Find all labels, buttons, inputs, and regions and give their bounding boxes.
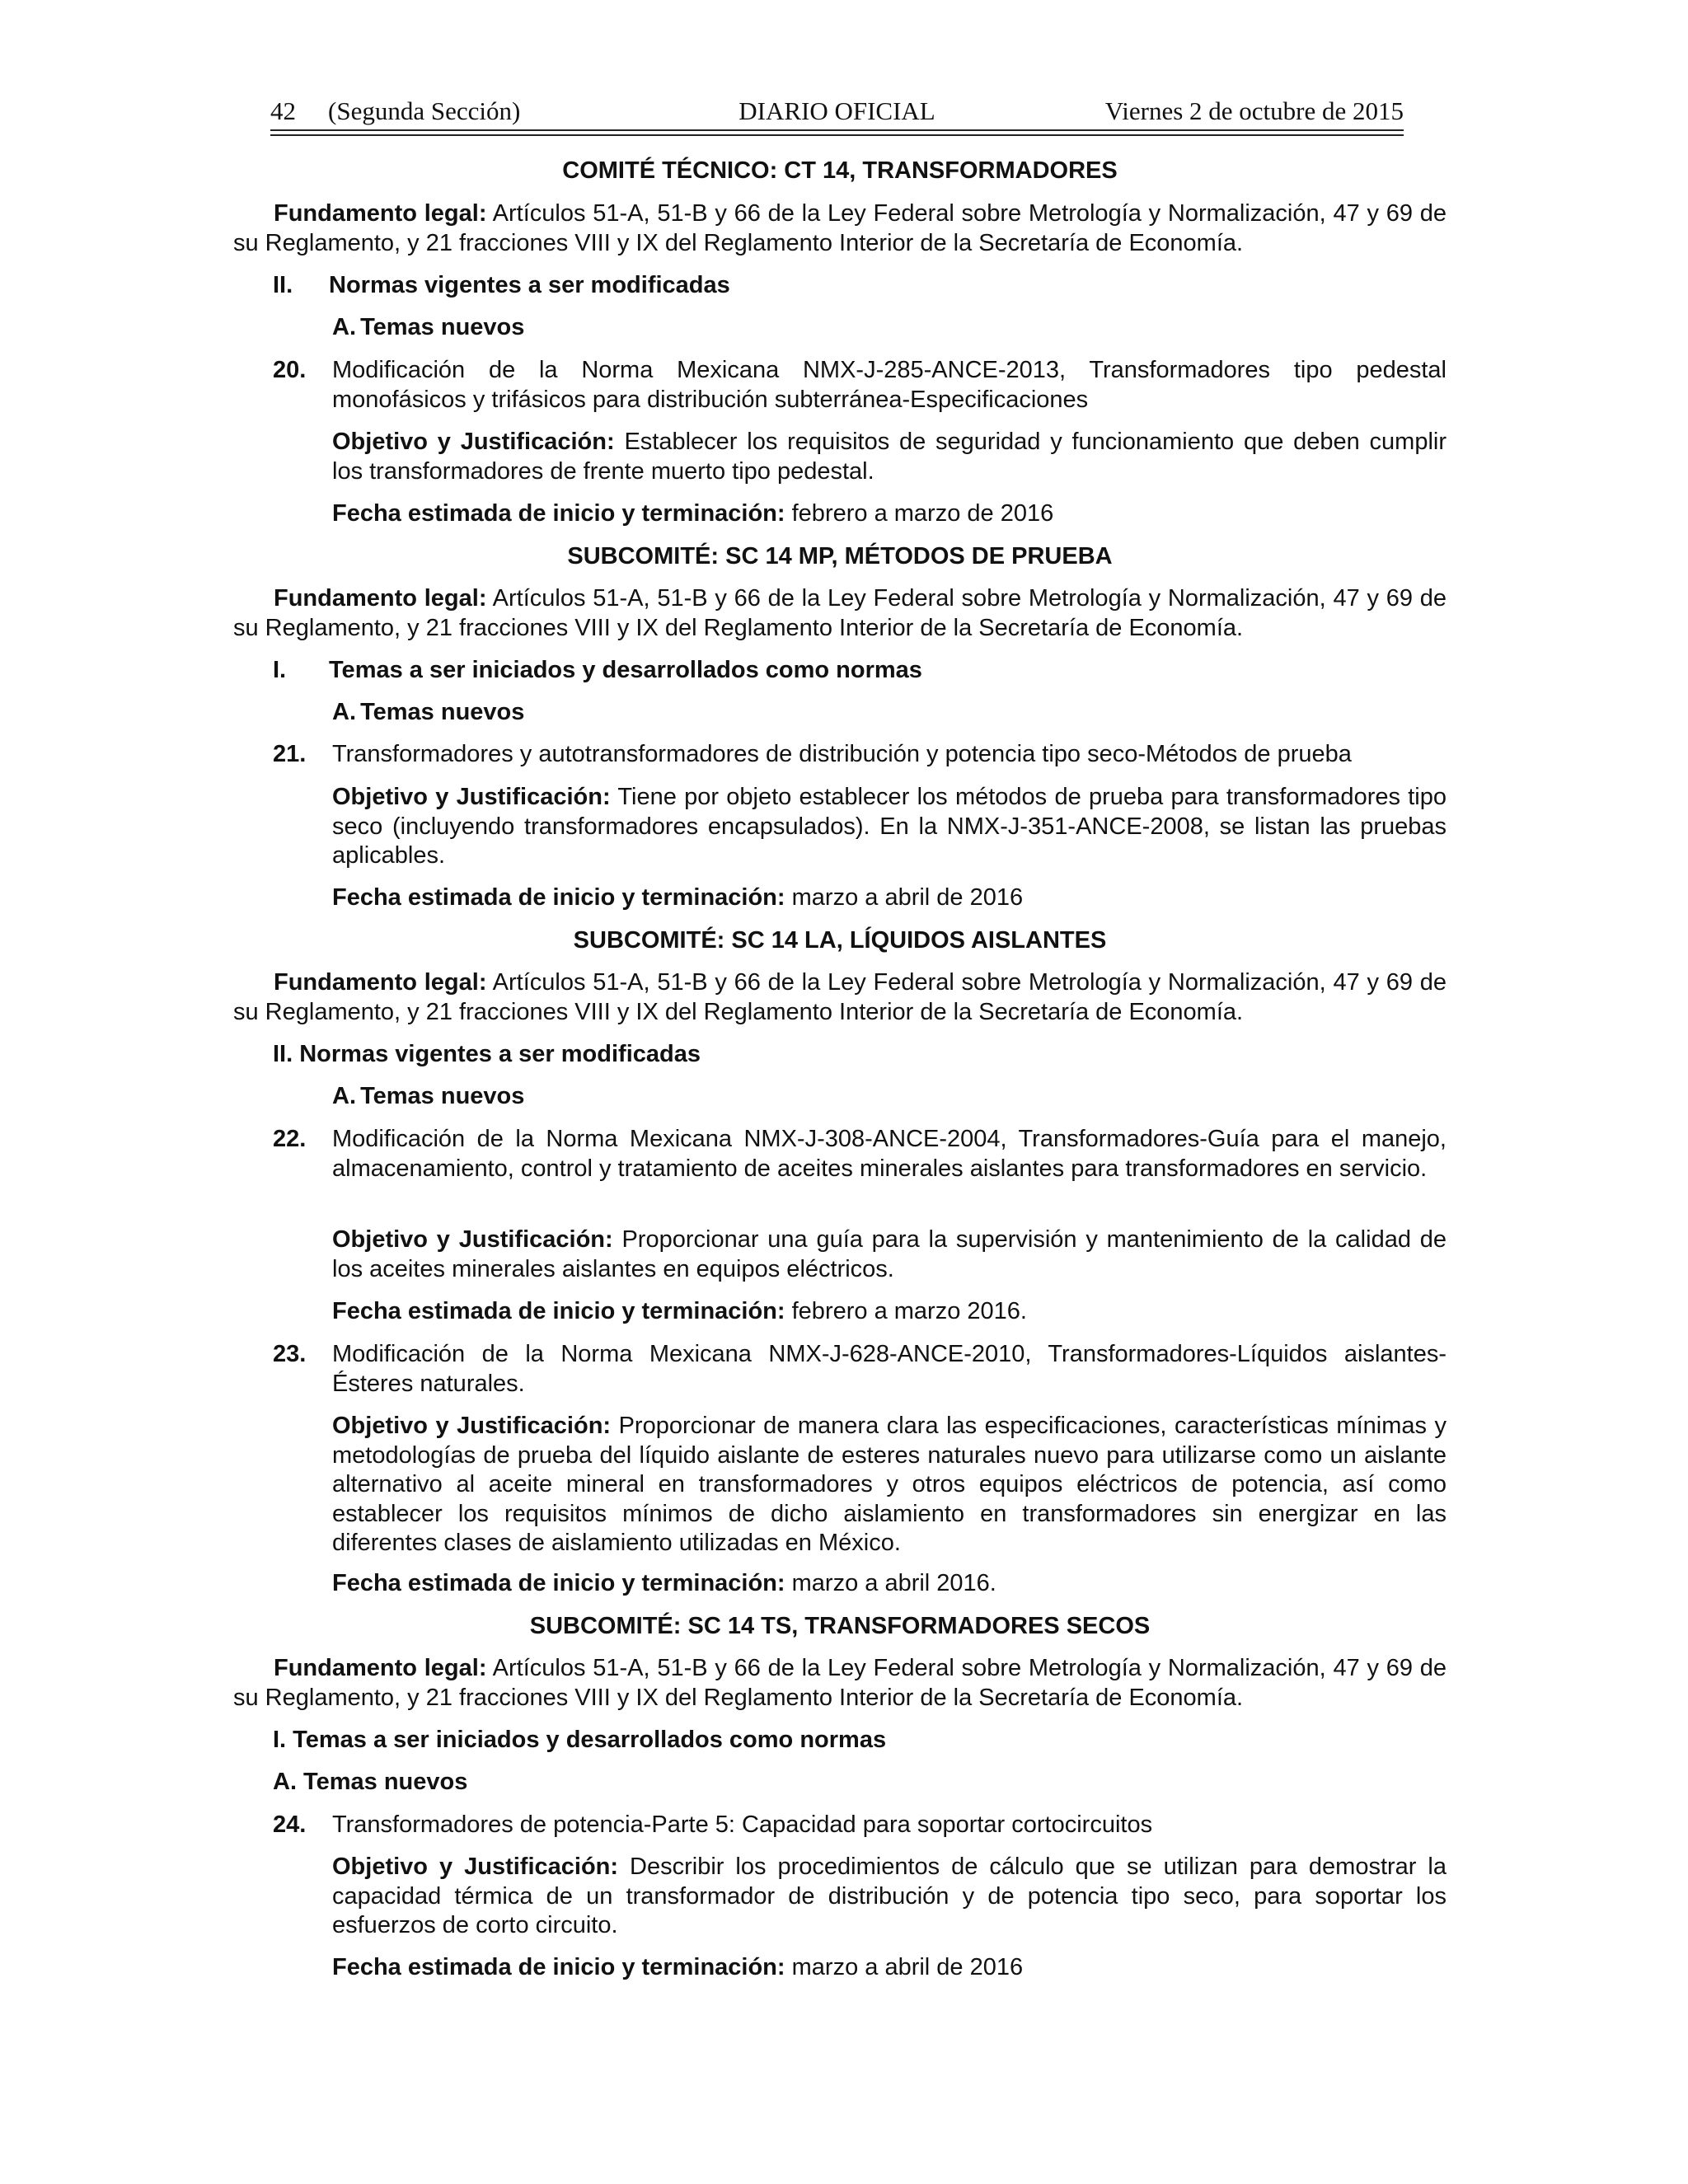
fecha-text: febrero a marzo de 2016: [791, 500, 1054, 527]
section-roman: I.: [273, 657, 287, 683]
item-21-fecha: [332, 883, 1447, 913]
committee-section-heading: [273, 271, 1447, 301]
fecha-label: Fecha estimada de inicio y terminación:: [332, 1954, 785, 1980]
item-number-20: 20.: [273, 357, 307, 383]
item-20-title: Modificación de la Norma Mexicana NMX-J-285-ANCE-2013, Transformadores tipo pedestal monofásicos y trifásicos para distribución subterránea-Especificaciones: [332, 357, 1447, 413]
section-title: Normas vigentes a ser modificadas: [329, 272, 730, 298]
fundamento-text: Artículos 51-A, 51-B y 66 de la Ley Federal sobre Metrología y Normalización, 47 y 69 de su Reglamento, y 21 fracciones VIII y IX del Reglamento Interior de la Secretaría de Economía.: [233, 585, 1447, 641]
item-22-title: Modificación de la Norma Mexicana NMX-J-308-ANCE-2004, Transformadores-Guía para el manejo, almacenamiento, control y tratamiento de aceites minerales aislantes para transformadores en servicio.: [332, 1126, 1447, 1182]
publication-name: DIARIO OFICIAL: [738, 96, 935, 125]
sc-mp-subheading: [332, 698, 1447, 728]
section-title: Temas a ser iniciados y desarrollados como normas: [329, 657, 922, 683]
fecha-text: marzo a abril 2016.: [791, 1570, 996, 1596]
sc-la-subheading: [332, 1082, 1447, 1112]
fundamento-label: Fundamento legal:: [274, 200, 487, 227]
committee-fundamento: [233, 199, 1447, 258]
sc-ts-fundamento: [233, 1654, 1447, 1713]
sc-mp-heading: SUBCOMITÉ: SC 14 MP, MÉTODOS DE PRUEBA: [567, 543, 1113, 569]
item-23-fecha: [332, 1569, 1447, 1599]
fecha-label: Fecha estimada de inicio y terminación:: [332, 884, 785, 911]
objetivo-text: Proporcionar de manera clara las especificaciones, características mínimas y metodologías de prueba del líquido aislante de esteres naturales nuevo para utilizarse como un aislante alternativo al aceite mineral en transformadores y otros equipos eléctricos de potencia, así como establecer los requisitos mínimos de dicho aislamiento en transformadores sin energizar en las diferentes clases de aislamiento utilizadas en México.: [332, 1413, 1447, 1556]
objetivo-text: Describir los procedimientos de cálculo que se utilizan para demostrar la capacidad térmica de un transformador de distribución y de potencia tipo seco, para soportar los esfuerzos de corto circuito.: [332, 1854, 1447, 1938]
item-24-fecha: [332, 1953, 1447, 1983]
fecha-label: Fecha estimada de inicio y terminación:: [332, 1570, 785, 1596]
fundamento-text: Artículos 51-A, 51-B y 66 de la Ley Federal sobre Metrología y Normalización, 47 y 69 de su Reglamento, y 21 fracciones VIII y IX del Reglamento Interior de la Secretaría de Economía.: [233, 200, 1447, 256]
objetivo-label: Objetivo y Justificación:: [332, 429, 615, 455]
fecha-label: Fecha estimada de inicio y terminación:: [332, 500, 785, 527]
sc-mp-section-heading: [273, 656, 1447, 686]
header-rule-bottom: [270, 134, 1404, 136]
publication-date: Viernes 2 de octubre de 2015: [1104, 96, 1404, 125]
section-roman: II.: [273, 272, 293, 298]
item-23-objetivo: [332, 1412, 1447, 1558]
sub-title: Temas nuevos: [360, 1083, 525, 1109]
sub-letter: A.: [332, 1083, 356, 1109]
item-24-title: Transformadores de potencia-Parte 5: Capacidad para soportar cortocircuitos: [332, 1811, 1153, 1838]
item-20-fecha: [332, 499, 1447, 529]
item-number-24: 24.: [273, 1811, 307, 1838]
sub-title: Temas nuevos: [360, 314, 525, 340]
item-number-23: 23.: [273, 1341, 307, 1367]
fecha-text: febrero a marzo 2016.: [791, 1298, 1027, 1324]
objetivo-label: Objetivo y Justificación:: [332, 1226, 613, 1253]
fundamento-label: Fundamento legal:: [274, 969, 487, 996]
page-number: 42: [270, 96, 296, 125]
item-20-objetivo: [332, 428, 1447, 486]
committee-heading: COMITÉ TÉCNICO: CT 14, TRANSFORMADORES: [562, 157, 1118, 184]
sc-mp-fundamento: [233, 584, 1447, 643]
item-24-objetivo: [332, 1853, 1447, 1941]
fundamento-label: Fundamento legal:: [274, 1655, 487, 1681]
objetivo-text: Tiene por objeto establecer los métodos de prueba para transformadores tipo seco (incluyendo transformadores encapsulados). En la NMX-J-351-ANCE-2008, se listan las pruebas aplicables.: [332, 784, 1447, 869]
sub-letter: A.: [332, 314, 356, 340]
sc-la-fundamento: [233, 968, 1447, 1027]
sc-ts-subheading: A. Temas nuevos: [273, 1769, 468, 1795]
objetivo-label: Objetivo y Justificación:: [332, 1413, 612, 1439]
item-23-title: Modificación de la Norma Mexicana NMX-J-628-ANCE-2010, Transformadores-Líquidos aislantes-Ésteres naturales.: [332, 1341, 1447, 1397]
objetivo-label: Objetivo y Justificación:: [332, 1854, 619, 1880]
item-22-fecha: [332, 1297, 1447, 1327]
fecha-label: Fecha estimada de inicio y terminación:: [332, 1298, 785, 1324]
sub-title: Temas nuevos: [360, 699, 525, 725]
committee-subheading: [332, 313, 1447, 343]
fundamento-text: Artículos 51-A, 51-B y 66 de la Ley Federal sobre Metrología y Normalización, 47 y 69 de su Reglamento, y 21 fracciones VIII y IX del Reglamento Interior de la Secretaría de Economía.: [233, 1655, 1447, 1711]
objetivo-text: Establecer los requisitos de seguridad y funcionamiento que deben cumplir los transformadores de frente muerto tipo pedestal.: [332, 429, 1447, 485]
item-22-objetivo: [332, 1226, 1447, 1284]
page-header: [270, 95, 1404, 128]
sub-letter: A.: [332, 699, 356, 725]
objetivo-label: Objetivo y Justificación:: [332, 784, 611, 810]
sc-ts-section-heading: I. Temas a ser iniciados y desarrollados como normas: [273, 1727, 887, 1753]
fecha-text: marzo a abril de 2016: [791, 1954, 1024, 1980]
item-number-21: 21.: [273, 741, 307, 767]
section-label: (Segunda Sección): [328, 96, 521, 125]
item-21-title: Transformadores y autotransformadores de distribución y potencia tipo seco-Métodos de prueba: [332, 741, 1352, 767]
fecha-text: marzo a abril de 2016: [791, 884, 1024, 911]
objetivo-text: Proporcionar una guía para la supervisión y mantenimiento de la calidad de los aceites minerales aislantes en equipos eléctricos.: [332, 1226, 1447, 1282]
item-number-22: 22.: [273, 1126, 307, 1152]
fundamento-label: Fundamento legal:: [274, 585, 487, 612]
sc-la-heading: SUBCOMITÉ: SC 14 LA, LÍQUIDOS AISLANTES: [573, 927, 1107, 954]
item-21-objetivo: [332, 783, 1447, 871]
header-rule-top: [270, 129, 1404, 131]
sc-la-section-heading: II. Normas vigentes a ser modificadas: [273, 1041, 701, 1067]
fundamento-text: Artículos 51-A, 51-B y 66 de la Ley Federal sobre Metrología y Normalización, 47 y 69 de su Reglamento, y 21 fracciones VIII y IX del Reglamento Interior de la Secretaría de Economía.: [233, 969, 1447, 1025]
sc-ts-heading: SUBCOMITÉ: SC 14 TS, TRANSFORMADORES SECOS: [529, 1613, 1151, 1639]
